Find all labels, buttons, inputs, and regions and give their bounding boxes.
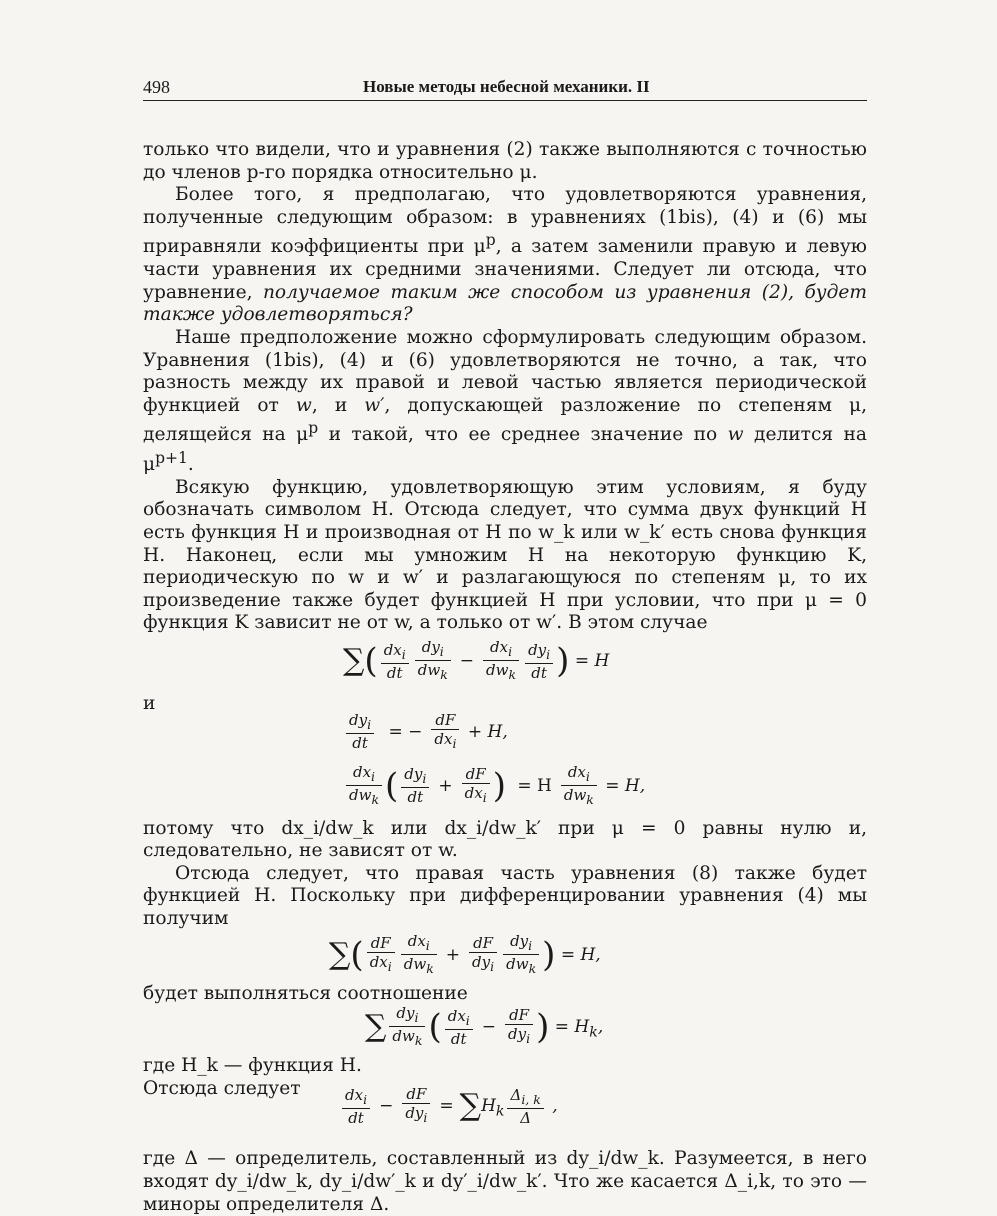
paragraph-8: где H_k — функция H.: [143, 1055, 362, 1077]
equation-6: $\frac{dx_i}{dt}$ − $\frac{dF}{dy_i}$ = $\sum H_k$ $\frac{\Delta_{i, k}}{\Delta}$ ,: [143, 1100, 867, 1148]
paragraph-3: Наше предположение можно сформулировать следующим образом. Уравнения (1bis), (4) и (6) удовлетворяются не точно, а так, что разность между их правой и левой частью является периодической функцией от w, и w′, допускающей разложение по степеням μ, делящейся на $\mu^p$ и такой, что ее среднее значение по w делится на $\mu^{p+1}$.: [143, 326, 868, 476]
equation-1: ∑( $\frac{dx_i}{dt}$ $\frac{dy_i}{dw_k}$ − $\frac{dx_i}{dw_k}$ $\frac{dy_i}{dt}$ ) = H: [343, 638, 610, 683]
equation-4: ∑( $\frac{dF}{dx_i}$ $\frac{dx_i}{dw_k}$ + $\frac{dF}{dy_i}$ $\frac{dy_i}{dw_k}$ ) = H,: [329, 931, 601, 976]
equation-6-rhs: ,: [552, 1096, 558, 1117]
running-header: [143, 70, 867, 101]
paragraph-1: только что видели, что и уравнения (2) также выполняются с точностью до членов p-го порядка относительно μ.: [143, 139, 867, 183]
paragraph-10: где Δ — определитель, составленный из dy_i/dw_k. Разумеется, в него входят dy_i/dw_k, dy_i/dw′_k и dy′_i/dw_k′. Что же касается Δ_i,k, то это — миноры определителя Δ.: [143, 1148, 867, 1215]
running-title: Новые методы небесной механики. II: [363, 77, 650, 96]
page: [143, 70, 867, 1216]
paragraph-2: Более того, я предполагаю, что удовлетворяются уравнения, полученные следующим образом: в уравнениях (1bis), (4) и (6) мы приравняли коэффициенты при $\mu^p$, а затем заменили правую и левую части уравнения их средними значениями. Следует ли отсюда, что уравнение, получаемое таким же способом из уравнения (2), будет также удовлетворяться?: [143, 184, 867, 326]
page-number: 498: [143, 77, 170, 97]
paragraph-9: Отсюда следует: [143, 1077, 301, 1099]
equation-3-rhs: = H,: [605, 775, 646, 796]
paragraph-5: потому что dx_i/dw_k или dx_i/dw_k′ при μ = 0 равны нулю и, следовательно, не зависят от w.: [143, 817, 867, 862]
equation-5-rhs: = H: [554, 1017, 590, 1038]
paragraph-6: Отсюда следует, что правая часть уравнения (8) также будет функцией H. Поскольку при дифференцировании уравнения (4) мы получим: [143, 862, 867, 929]
equation-2-rhs: + H,: [467, 721, 508, 742]
equation-4-rhs: = H,: [560, 944, 601, 965]
equation-1-rhs: = H: [574, 651, 610, 672]
equation-5: ∑ $\frac{dy_i}{dw_k}$ ( $\frac{dx_i}{dt}$ − $\frac{dF}{dy_i}$ ) = $H_k$,: [365, 1004, 604, 1049]
paragraph-7: будет выполняться соотношение: [143, 982, 468, 1004]
paragraph-4: Всякую функцию, удовлетворяющую этим условиям, я буду обозначать символом H. Отсюда следует, что сумма двух функций H есть функция H и производная от H по w_k или w_k′ есть снова функция H. Наконец, если мы умножим H на некоторую функцию K, периодическую по w и w′ и разлагающуюся по степеням μ, то их произведение также будет функцией H при условии, что при μ = 0 функция K зависит не от w, а только от w′. В этом случае: [143, 476, 867, 634]
conjunction-and: и: [143, 693, 156, 715]
equation-3: $\frac{dx_i}{dw_k}$ ( $\frac{dy_i}{dt}$ + $\frac{dF}{dx_i}$ ) = H $\frac{dx_i}{dw_k}$ = H,: [143, 764, 867, 818]
equation-2: $\frac{dy_i}{dt}$ = − $\frac{dF}{dx_i}$ + H,: [143, 716, 867, 764]
